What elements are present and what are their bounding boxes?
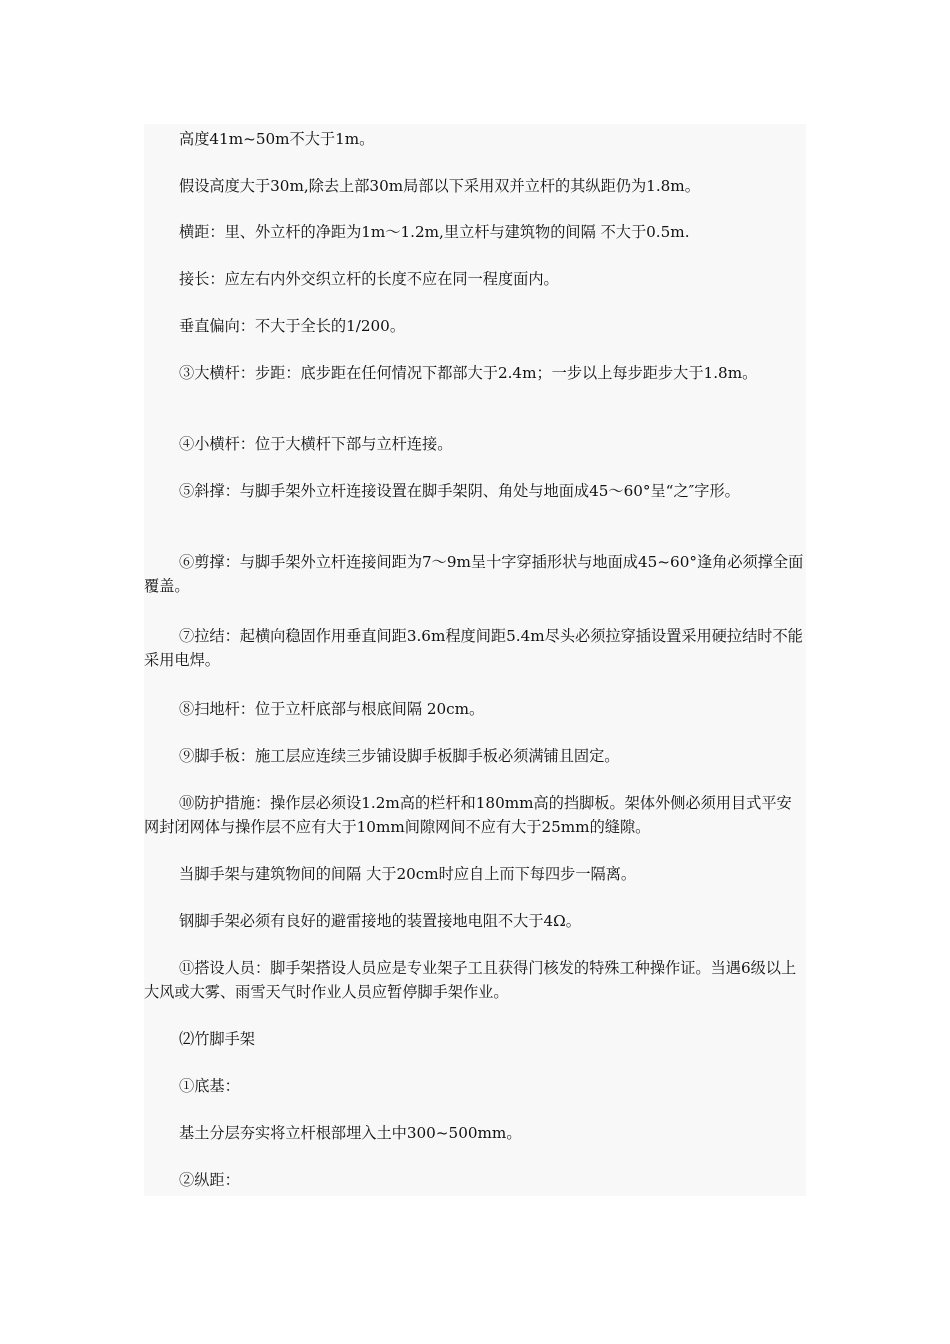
- paragraph: 高度41m~50m不大于1m。: [179, 130, 375, 148]
- paragraph: 钢脚手架必须有良好的避雷接地的装置接地电阻不大于4Ω。: [179, 912, 581, 930]
- paragraph: ⑥剪撑：与脚手架外立杆连接间距为7～9m呈十字穿插形状与地面成45~60°逢角必须撑全面覆盖。: [144, 553, 804, 595]
- paragraph: 接长：应左右内外交织立杆的长度不应在同一程度面内。: [179, 270, 559, 288]
- text-block: [144, 124, 806, 1196]
- paragraph: ⑤斜撑：与脚手架外立杆连接设置在脚手架阴、角处与地面成45～60°呈“之″字形。: [179, 482, 740, 500]
- paragraph: 基土分层夯实将立杆根部埋入土中300~500mm。: [179, 1124, 522, 1142]
- paragraph: ③大横杆：步距：底步距在任何情况下都部大于2.4m；一步以上每步距步大于1.8m。: [179, 364, 758, 382]
- paragraph: ⑨脚手板：施工层应连续三步铺设脚手板脚手板必须满铺且固定。: [179, 747, 620, 765]
- paragraph: ⑦拉结：起横向稳固作用垂直间距3.6m程度间距5.4m尽头必须拉穿插设置采用硬拉结时不能采用电焊。: [144, 627, 803, 669]
- paragraph: ④小横杆：位于大横杆下部与立杆连接。: [179, 435, 453, 453]
- paragraph: 横距：里、外立杆的净距为1m～1.2m,里立杆与建筑物的间隔 不大于0.5m.: [179, 223, 690, 241]
- paragraph: ⑵竹脚手架: [179, 1030, 255, 1048]
- paragraph: 垂直偏向：不大于全长的1/200。: [179, 317, 406, 335]
- paragraph: ①底基：: [179, 1077, 240, 1095]
- paragraph: 假设高度大于30m,除去上部30m局部以下采用双并立杆的其纵距仍为1.8m。: [179, 177, 700, 195]
- paragraph: 当脚手架与建筑物间的间隔 大于20cm时应自上而下每四步一隔离。: [179, 865, 637, 883]
- paragraph: ②纵距：: [179, 1171, 240, 1189]
- paragraph: ⑩防护措施：操作层必须设1.2m高的栏杆和180mm高的挡脚板。架体外侧必须用目式平安网封闭网体与操作层不应有大于10mm间隙网间不应有大于25mm的缝隙。: [144, 794, 792, 836]
- paragraph: ⑧扫地杆：位于立杆底部与根底间隔 20cm。: [179, 700, 485, 718]
- paragraph: ⑪搭设人员：脚手架搭设人员应是专业架子工且获得门核发的特殊工种操作证。当遇6级以上大风或大雾、雨雪天气时作业人员应暂停脚手架作业。: [144, 959, 797, 1001]
